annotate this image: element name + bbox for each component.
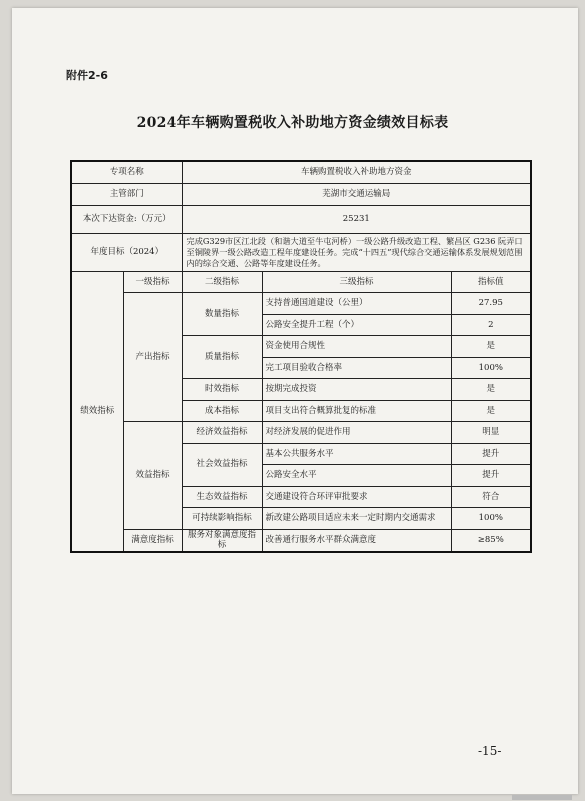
level3-cell: 改善通行服务水平群众满意度 — [262, 529, 451, 552]
perf-label: 绩效指标 — [71, 271, 123, 552]
table-row — [71, 293, 531, 315]
table-row — [71, 529, 531, 552]
level2-cell: 生态效益指标 — [182, 486, 262, 508]
header-label: 本次下达资金:（万元） — [71, 205, 182, 233]
header-value: 25231 — [182, 205, 531, 233]
header-value: 完成G329市区江北段（和谐大道至牛屯河桥）一级公路升级改造工程、繁昌区 G236 阮弄口至铜陵界一级公路改造工程年度建设任务。完成“十四五”现代综合交通运输体系发展规划范围内的综合交通、公路等年度建设任务。 — [182, 233, 531, 271]
level3-cell: 完工项目验收合格率 — [262, 357, 451, 379]
value-cell: 是 — [451, 379, 531, 401]
attachment-label: 附件2-6 — [66, 69, 108, 82]
value-cell: 提升 — [451, 443, 531, 465]
value-cell: 提升 — [451, 465, 531, 487]
level2-cell: 质量指标 — [182, 336, 262, 379]
value-cell: 100% — [451, 357, 531, 379]
level2-cell: 时效指标 — [182, 379, 262, 401]
value-cell: 2 — [451, 314, 531, 336]
value-cell: ≥85% — [451, 529, 531, 552]
level2-cell: 服务对象满意度指标 — [182, 529, 262, 552]
page-number: -15- — [478, 744, 502, 758]
table-row — [71, 422, 531, 444]
header-row-project-name — [71, 161, 531, 183]
value-cell: 是 — [451, 336, 531, 358]
level3-cell: 支持普通国道建设（公里） — [262, 293, 451, 315]
header-label: 年度目标（2024） — [71, 233, 182, 271]
page-title: 2024年车辆购置税收入补助地方资金绩效目标表 — [136, 115, 449, 131]
level3-cell: 基本公共服务水平 — [262, 443, 451, 465]
column-header-level3: 三级指标 — [262, 271, 451, 293]
scan-mark — [512, 795, 572, 800]
level2-cell: 数量指标 — [182, 293, 262, 336]
performance-target-table — [70, 160, 532, 553]
column-header-level1: 一级指标 — [123, 271, 182, 293]
level1-cell: 产出指标 — [123, 293, 182, 422]
value-cell: 符合 — [451, 486, 531, 508]
header-label: 专项名称 — [71, 161, 182, 183]
header-label: 主管部门 — [71, 183, 182, 205]
header-value: 芜湖市交通运输局 — [182, 183, 531, 205]
level1-cell: 效益指标 — [123, 422, 182, 530]
level2-cell: 经济效益指标 — [182, 422, 262, 444]
value-cell: 明显 — [451, 422, 531, 444]
level3-cell: 资金使用合规性 — [262, 336, 451, 358]
level3-cell: 新改建公路项目适应未来一定时期内交通需求 — [262, 508, 451, 530]
level2-cell: 成本指标 — [182, 400, 262, 422]
level3-cell: 按期完成投资 — [262, 379, 451, 401]
header-row-department — [71, 183, 531, 205]
value-cell: 100% — [451, 508, 531, 530]
column-header-row — [71, 271, 531, 293]
column-header-level2: 二级指标 — [182, 271, 262, 293]
header-row-funding — [71, 205, 531, 233]
value-cell: 27.95 — [451, 293, 531, 315]
level1-cell: 满意度指标 — [123, 529, 182, 552]
level3-cell: 项目支出符合概算批复的标准 — [262, 400, 451, 422]
level2-cell: 社会效益指标 — [182, 443, 262, 486]
level3-cell: 公路安全提升工程（个） — [262, 314, 451, 336]
value-cell: 是 — [451, 400, 531, 422]
column-header-value: 指标值 — [451, 271, 531, 293]
header-value: 车辆购置税收入补助地方资金 — [182, 161, 531, 183]
level3-cell: 交通建设符合环评审批要求 — [262, 486, 451, 508]
level3-cell: 对经济发展的促进作用 — [262, 422, 451, 444]
level3-cell: 公路安全水平 — [262, 465, 451, 487]
header-row-annual-goal — [71, 233, 531, 271]
level2-cell: 可持续影响指标 — [182, 508, 262, 530]
